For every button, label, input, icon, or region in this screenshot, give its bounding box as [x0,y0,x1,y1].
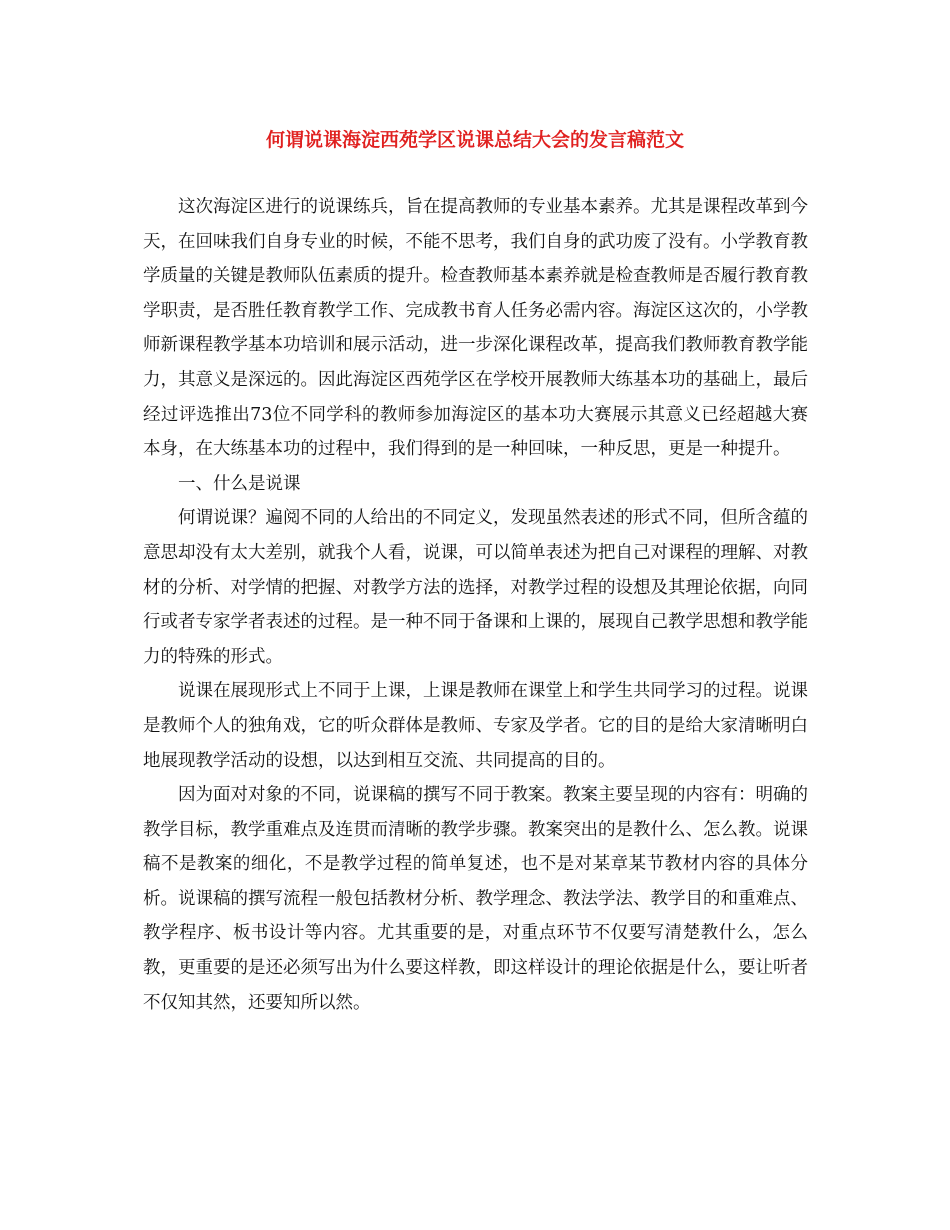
definition-paragraph: 何谓说课？遍阅不同的人给出的不同定义，发现虽然表述的形式不同，但所含蕴的意思却没有太大差别，就我个人看，说课，可以简单表述为把自己对课程的理解、对教材的分析、对学情的把握、对教学方法的选择，对教学过程的设想及其理论依据，向同行或者专家学者表述的过程。是一种不同于备课和上课的，展现自己教学思想和教学能力的特殊的形式。 [143,508,808,667]
script-writing-paragraph: 因为面对对象的不同，说课稿的撰写不同于教案。教案主要呈现的内容有：明确的教学目标，教学重难点及连贯而清晰的教学步骤。教案突出的是教什么、怎么教。说课稿不是教案的细化，不是教学过程的简单复述，也不是对某章某节教材内容的具体分析。说课稿的撰写流程一般包括教材分析、教学理念、教法学法、教学目的和重难点、教学程序、板书设计等内容。尤其重要的是，对重点环节不仅要写清楚教什么，怎么教，更重要的是还必须写出为什么要这样教，即这样设计的理论依据是什么，要让听者不仅知其然，还要知所以然。 [143,785,808,1013]
form-paragraph: 说课在展现形式上不同于上课，上课是教师在课堂上和学生共同学习的过程。说课是教师个人的独角戏，它的听众群体是教师、专家及学者。它的目的是给大家清晰明白地展现教学活动的设想，以达到相互交流、共同提高的目的。 [143,681,808,771]
document-title: 何谓说课海淀西苑学区说课总结大会的发言稿范文 [265,129,684,151]
section-heading-what-is-shuoke: 一、什么是说课 [178,473,301,494]
document-body [143,190,808,1020]
intro-paragraph: 这次海淀区进行的说课练兵，旨在提高教师的专业基本素养。尤其是课程改革到今天，在回味我们自身专业的时候，不能不思考，我们自身的武功废了没有。小学教育教学质量的关键是教师队伍素质的提升。检查教师基本素养就是检查教师是否履行教育教学职责，是否胜任教育教学工作、完成教书育人任务必需内容。海淀区这次的，小学教师新课程教学基本功培训和展示活动，进一步深化课程改革，提高我们教师教育教学能力，其意义是深远的。因此海淀区西苑学区在学校开展教师大练基本功的基础上，最后经过评选推出73位不同学科的教师参加海淀区的基本功大赛展示其意义已经超越大赛本身，在大练基本功的过程中，我们得到的是一种回味，一种反思，更是一种提升。 [143,197,808,460]
